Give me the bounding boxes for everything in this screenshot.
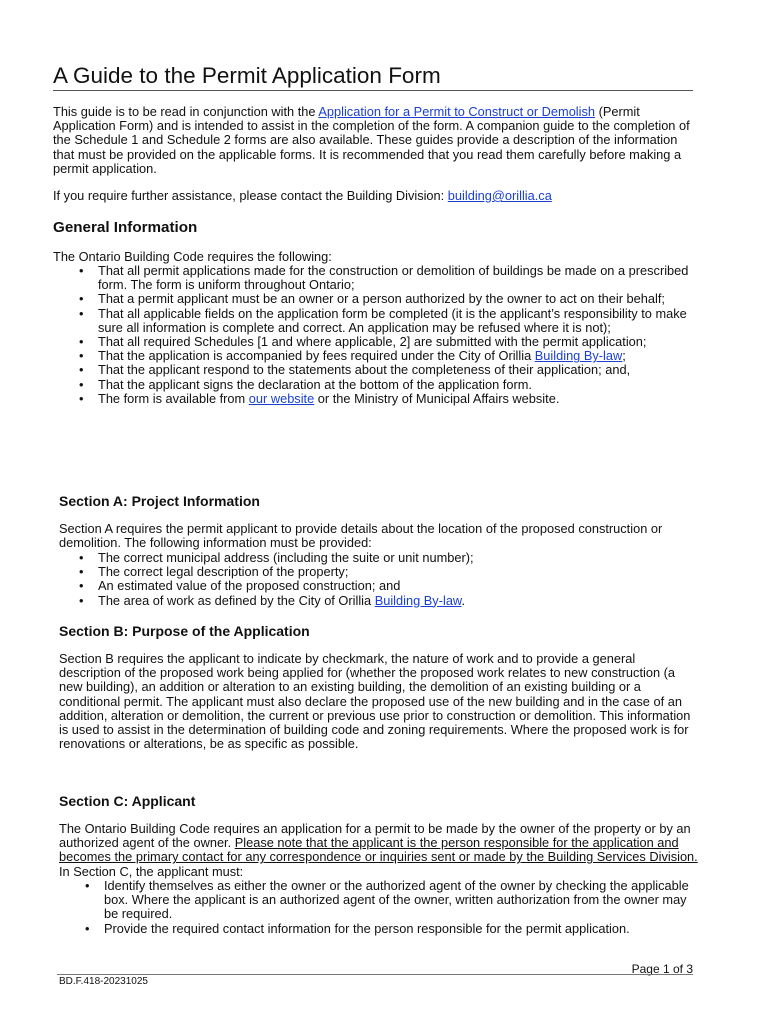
bullet-icon: • bbox=[79, 550, 84, 565]
bullet-icon: • bbox=[79, 578, 84, 594]
list-item: • Identify themselves as either the owner or the authorized agent of the owner by checking the applicable box. Where the applicant is an authorized agent of the owner, written authorization from the owner may be required. bbox=[85, 878, 689, 922]
list-item: • That the application is accompanied by fees required under the City of Orillia Building By-law; bbox=[79, 348, 626, 364]
document-id: BD.F.418-20231025 bbox=[59, 976, 148, 987]
page-title: A Guide to the Permit Application Form bbox=[53, 62, 693, 91]
applicant-note: Please note that the applicant is the person responsible for the application and bbox=[234, 835, 679, 851]
bullet-icon: • bbox=[79, 564, 84, 580]
bullet-icon: • bbox=[79, 291, 84, 307]
intro-text-cont: (Permit Application Form) and is intended to assist in the completion of the form. A companion guide to the completion of the Schedule 1 and Schedule 2 forms are also available. These guides provide a description of the information that must be provided on the applicable forms. It is recommended that you read them carefully before making a permit application. bbox=[53, 104, 690, 176]
list-item: • That all applicable fields on the application form be completed (it is the applicant’s responsibility to make sure all information is complete and correct. An application may be refused where it is not); bbox=[79, 305, 687, 335]
bullet-icon: • bbox=[79, 263, 84, 278]
section-b-heading: Section B: Purpose of the Application bbox=[59, 623, 310, 639]
intro-paragraph bbox=[53, 105, 701, 176]
section-a-heading: Section A: Project Information bbox=[59, 493, 260, 509]
section-a-list bbox=[59, 551, 699, 608]
list-item: • That the applicant signs the declaration at the bottom of the application form. bbox=[79, 376, 532, 392]
primary-contact-note: becomes the primary contact for any correspondence or inquiries sent or made by the Building Services Division. bbox=[59, 849, 698, 865]
our-website-link[interactable]: our website bbox=[248, 390, 315, 406]
help-text: If you require further assistance, please contact the Building Division: bbox=[53, 188, 448, 203]
list-item: • That all permit applications made for the construction or demolition of buildings be made on a prescribed form. The form is uniform throughout Ontario; bbox=[79, 263, 689, 293]
building-bylaw-link[interactable]: Building By-law bbox=[534, 348, 623, 364]
general-information-heading: General Information bbox=[53, 219, 198, 236]
section-b-text: Section B requires the applicant to indicate by checkmark, the nature of work and to provide a general description of the proposed work being applied for (whether the proposed work relates to new construction (a new building), an addition or alteration to an existing building, the demolition of an existing building or a conditional permit. The applicant must also declare the proposed use of the new building and in the case of an addition, alteration or demolition, the current or previous use prior to construction or demolition. This information is used to assist in the determination of building code and zoning requirements. Where the proposed work is for renovations or alterations, be as specific as possible. bbox=[59, 651, 691, 752]
general-requirements-list bbox=[59, 264, 703, 406]
bullet-icon: • bbox=[79, 390, 84, 406]
section-c-heading: Section C: Applicant bbox=[59, 793, 196, 809]
bullet-icon: • bbox=[85, 878, 90, 893]
general-lead: The Ontario Building Code requires the following: bbox=[53, 249, 332, 264]
bullet-icon: • bbox=[79, 362, 84, 378]
list-item: • An estimated value of the proposed construction; and bbox=[79, 578, 401, 594]
list-item: • The correct legal description of the property; bbox=[79, 564, 349, 580]
intro-text: This guide is to be read in conjunction with the bbox=[53, 104, 319, 119]
page-number: Page 1 of 3 bbox=[631, 962, 693, 976]
list-item: • That the applicant respond to the statements about the completeness of their application; and, bbox=[79, 362, 631, 378]
section-c-text: The Ontario Building Code requires an application for a permit to be made by the owner of the property or by an authorized agent of the owner. Please note that the applicant is the person responsible for the application and becomes the primary contact for any correspondence or inquiries sent or made by the Building Services Division. In Section C, the applicant must: bbox=[59, 821, 698, 879]
bullet-icon: • bbox=[79, 376, 84, 392]
footer-divider bbox=[57, 974, 693, 975]
bullet-icon: • bbox=[79, 334, 84, 350]
section-c-list bbox=[65, 879, 695, 936]
email-link[interactable]: building@orillia.ca bbox=[447, 188, 552, 203]
list-item: • That a permit applicant must be an owner or a person authorized by the owner to act on their behalf; bbox=[79, 291, 665, 307]
list-item: • The area of work as defined by the City of Orillia Building By-law. bbox=[79, 592, 466, 608]
bullet-icon: • bbox=[79, 348, 84, 364]
building-bylaw-link[interactable]: Building By-law bbox=[374, 592, 462, 608]
list-item: • Provide the required contact information for the person responsible for the permit application. bbox=[85, 920, 630, 936]
bullet-icon: • bbox=[79, 305, 84, 321]
help-paragraph bbox=[53, 189, 701, 203]
list-item: • The correct municipal address (including the suite or unit number); bbox=[79, 550, 474, 565]
list-item: • The form is available from our website or the Ministry of Municipal Affairs website. bbox=[79, 390, 560, 406]
bullet-icon: • bbox=[85, 920, 90, 936]
list-item: • That all required Schedules [1 and where applicable, 2] are submitted with the permit application; bbox=[79, 334, 647, 350]
application-form-link[interactable]: Application for a Permit to Construct or Demolish bbox=[318, 104, 596, 119]
section-a-text: Section A requires the permit applicant to provide details about the location of the proposed construction or demolition. The following information must be provided: bbox=[59, 521, 663, 551]
bullet-icon: • bbox=[79, 592, 84, 608]
